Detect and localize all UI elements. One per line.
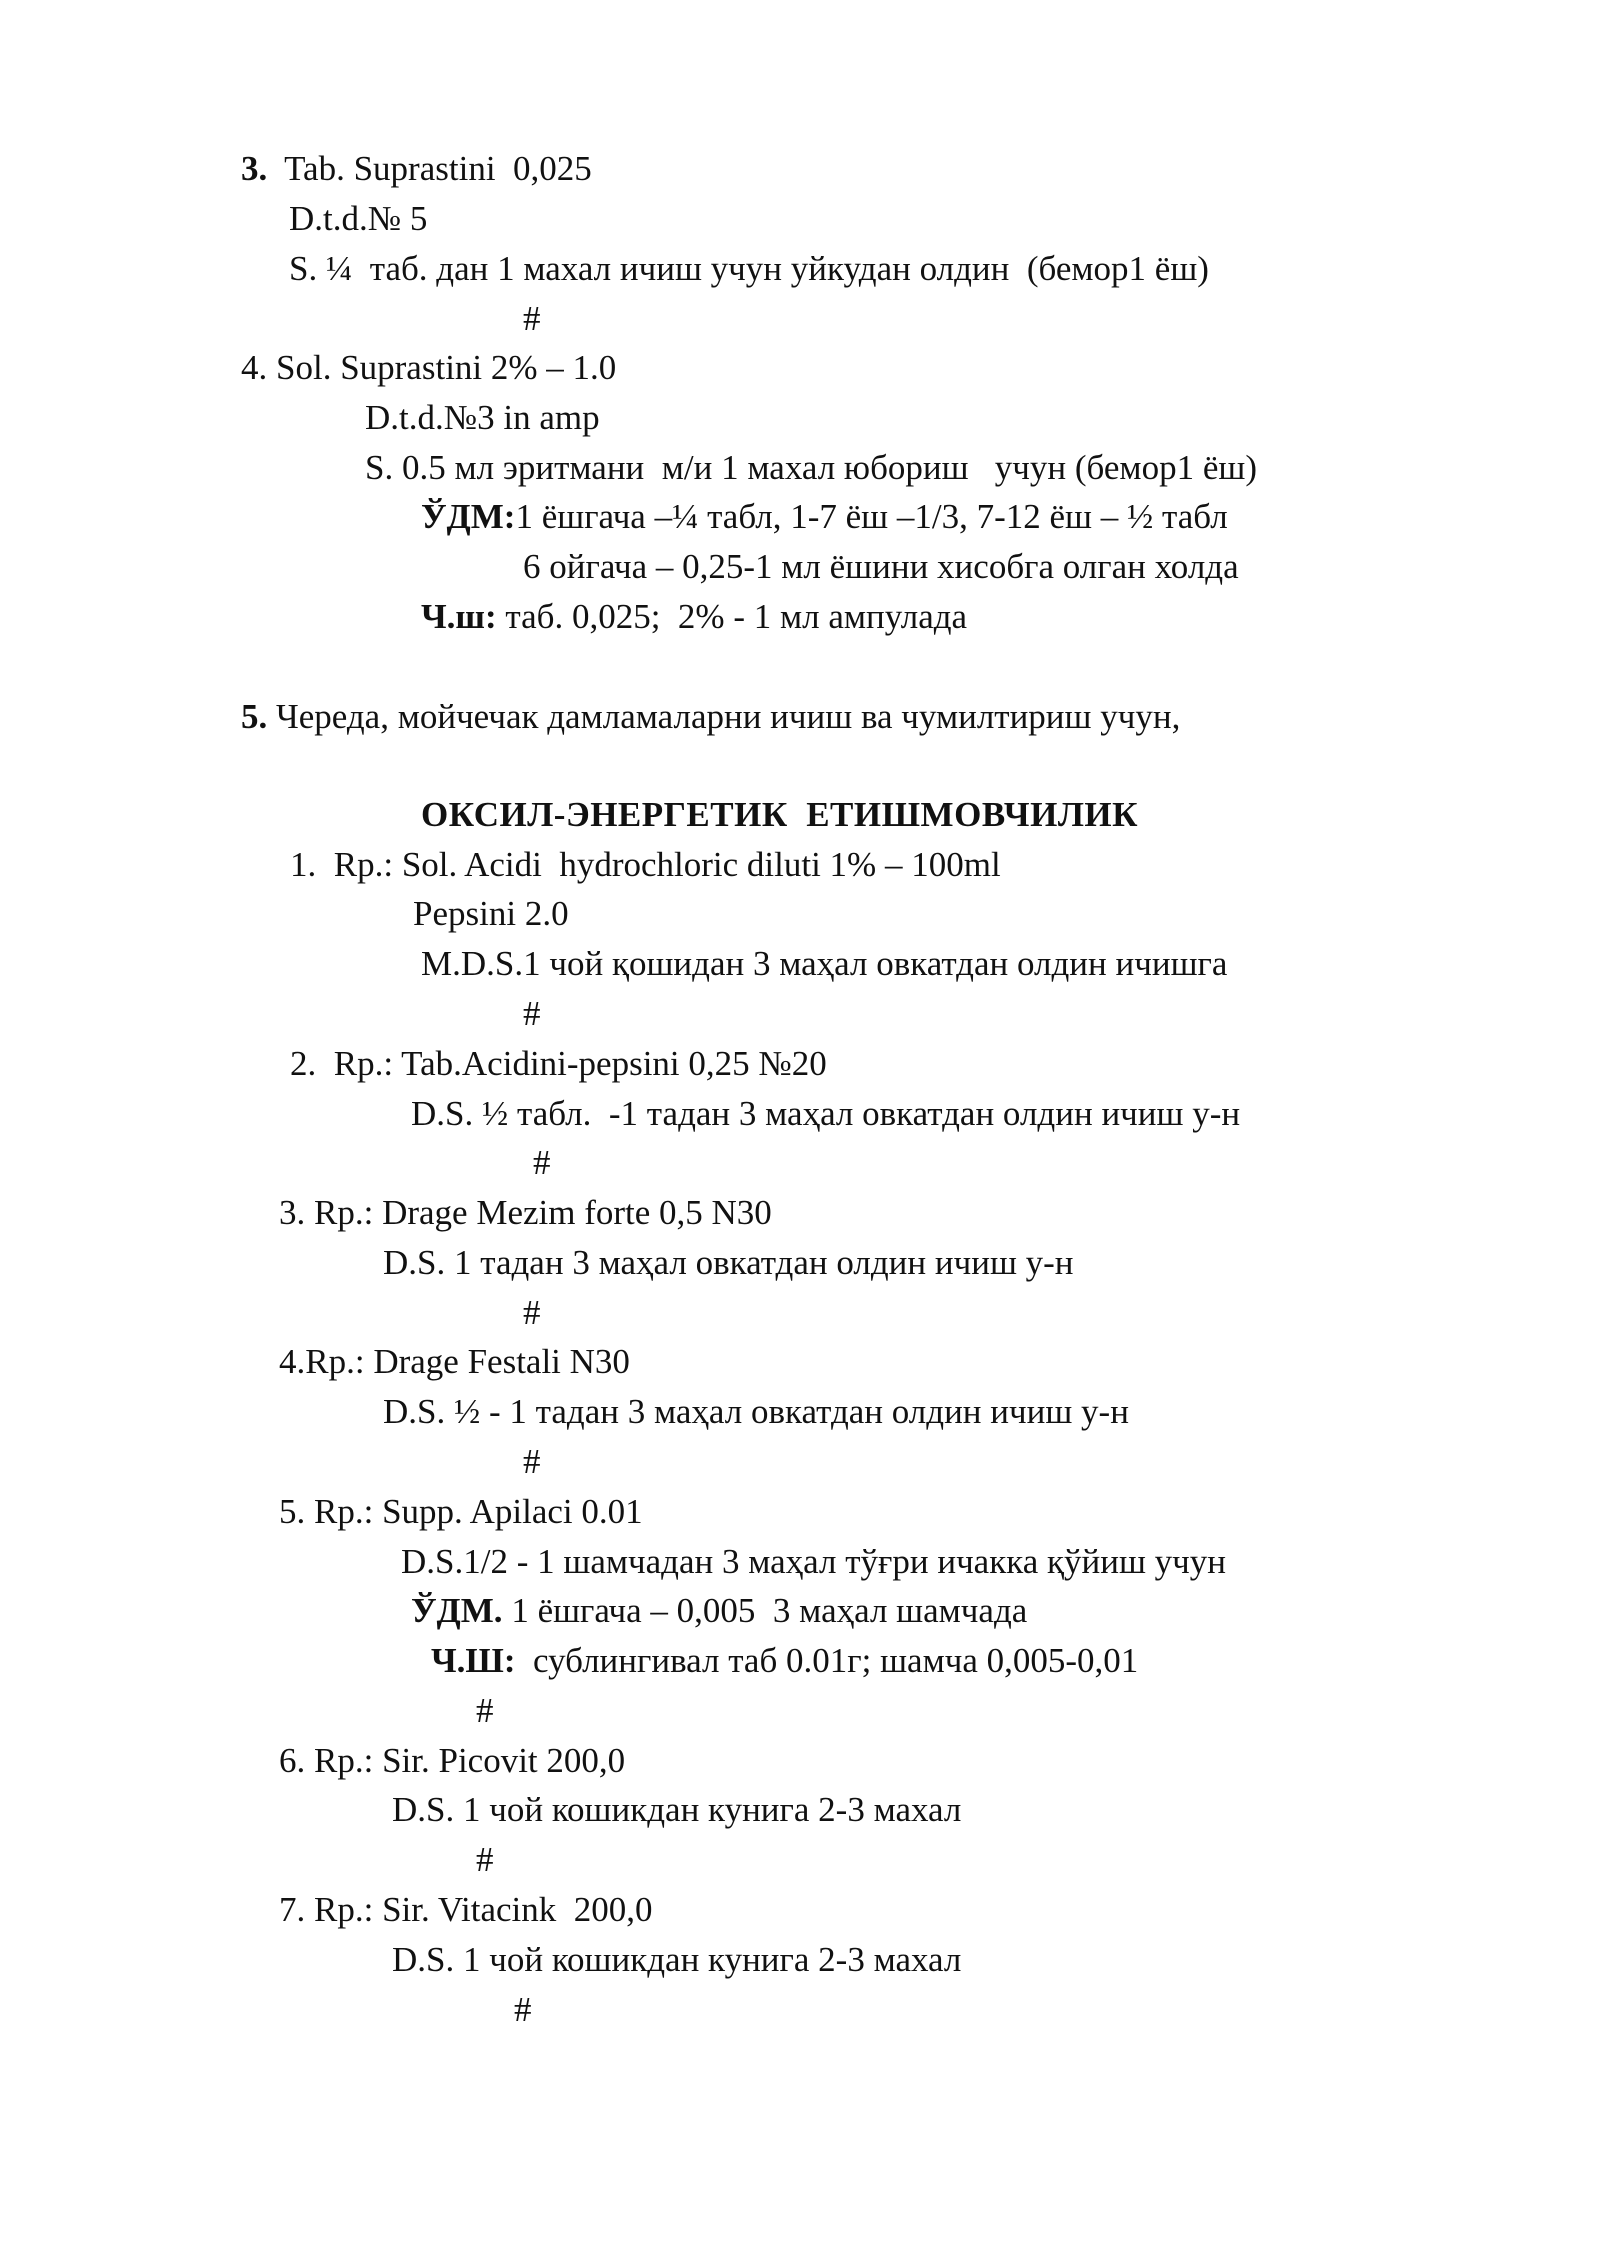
rx-5-udm-line (411, 1591, 1027, 1631)
rx-7-line-1: 7. Rp.: Sir. Vitacink 200,0 (279, 1890, 653, 1929)
rx-4b-separator: # (523, 1442, 541, 1481)
rx-3-line-2: D.t.d.№ 5 (289, 199, 428, 238)
rx-2-separator: # (533, 1143, 551, 1182)
rx-1-line-2: Pepsini 2.0 (413, 894, 569, 933)
udm-text: 1 ёшгача –¼ табл, 1-7 ёш –1/3, 7-12 ёш – ½ табл (515, 497, 1228, 536)
rx-4-line-1: 4. Sol. Suprastini 2% – 1.0 (241, 348, 617, 387)
rx-7-line-2: D.S. 1 чой кошикдан кунига 2-3 махал (392, 1940, 962, 1979)
rx-1-line-3: M.D.S.1 чой қошидан 3 маҳал овкатдан олдин ичишга (421, 944, 1228, 983)
chsh-text: сублингивал таб 0.01г; шамча 0,005-0,01 (515, 1641, 1139, 1680)
rx-7-separator: # (514, 1990, 532, 2029)
rx-3b-line-1: 3. Rp.: Drage Mezim forte 0,5 N30 (279, 1193, 772, 1232)
item-5-number: 5. (241, 697, 268, 736)
rx-4b-line-1: 4.Rp.: Drage Festali N30 (279, 1342, 630, 1381)
section-title: ОКСИЛ-ЭНЕРГЕТИК ЕТИШМОВЧИЛИК (421, 795, 1139, 834)
rx-5-chsh-line (431, 1641, 1138, 1681)
rx-4-udm-line-2: 6 ойгача – 0,25-1 мл ёшини хисобга олган холда (523, 547, 1239, 586)
rx-6-separator: # (476, 1840, 494, 1879)
rx-4-udm-line (421, 497, 1228, 537)
rx-5-line-1: 5. Rp.: Supp. Apilaci 0.01 (279, 1492, 643, 1531)
rx-3b-separator: # (523, 1293, 541, 1332)
rx-4-line-3: S. 0.5 мл эритмани м/и 1 махал юбориш учун (бемор1 ёш) (365, 448, 1257, 487)
chsh-label: Ч.Ш: (431, 1641, 516, 1680)
rx-1-line-1: 1. Rp.: Sol. Acidi hydrochloric diluti 1% – 100ml (290, 845, 1001, 884)
chsh-text: таб. 0,025; 2% - 1 мл ампулада (496, 597, 968, 636)
rx-3-separator: # (523, 299, 541, 338)
item-5-line (241, 697, 1180, 737)
rx-4-line-2: D.t.d.№3 in amp (365, 398, 600, 437)
item-5-text: Череда, мойчечак дамламаларни ичиш ва чумилтириш учун, (267, 697, 1181, 736)
rx-3-line-3: S. ¼ таб. дан 1 махал ичиш учун уйкудан олдин (бемор1 ёш) (289, 249, 1209, 288)
chsh-label: Ч.ш: (421, 597, 497, 636)
rx-5-line-2: D.S.1/2 - 1 шамчадан 3 маҳал тўғри ичакка қўйиш учун (401, 1542, 1226, 1581)
rx-3b-line-2: D.S. 1 тадан 3 маҳал овкатдан олдин ичиш у-н (383, 1243, 1074, 1282)
rx-6-line-2: D.S. 1 чой кошикдан кунига 2-3 махал (392, 1790, 962, 1829)
rx-1-separator: # (523, 994, 541, 1033)
rx-5-separator: # (476, 1691, 494, 1730)
udm-label: ЎДМ: (421, 497, 516, 536)
rx-6-line-1: 6. Rp.: Sir. Picovit 200,0 (279, 1741, 626, 1780)
rx-4-chsh-line (421, 597, 967, 637)
udm-text: 1 ёшгача – 0,005 3 маҳал шамчада (502, 1591, 1028, 1630)
rx-3-number: 3. (241, 149, 268, 188)
rx-4b-line-2: D.S. ½ - 1 тадан 3 маҳал овкатдан олдин ичиш у-н (383, 1392, 1129, 1431)
rx-3-text: Tab. Suprastini 0,025 (284, 149, 592, 188)
rx-3-line-1 (241, 149, 592, 189)
rx-2-line-1: 2. Rp.: Tab.Acidini-pepsini 0,25 №20 (290, 1044, 827, 1083)
rx-2-line-2: D.S. ½ табл. -1 тадан 3 маҳал овкатдан олдин ичиш у-н (411, 1094, 1241, 1133)
udm-label: ЎДМ. (411, 1591, 503, 1630)
